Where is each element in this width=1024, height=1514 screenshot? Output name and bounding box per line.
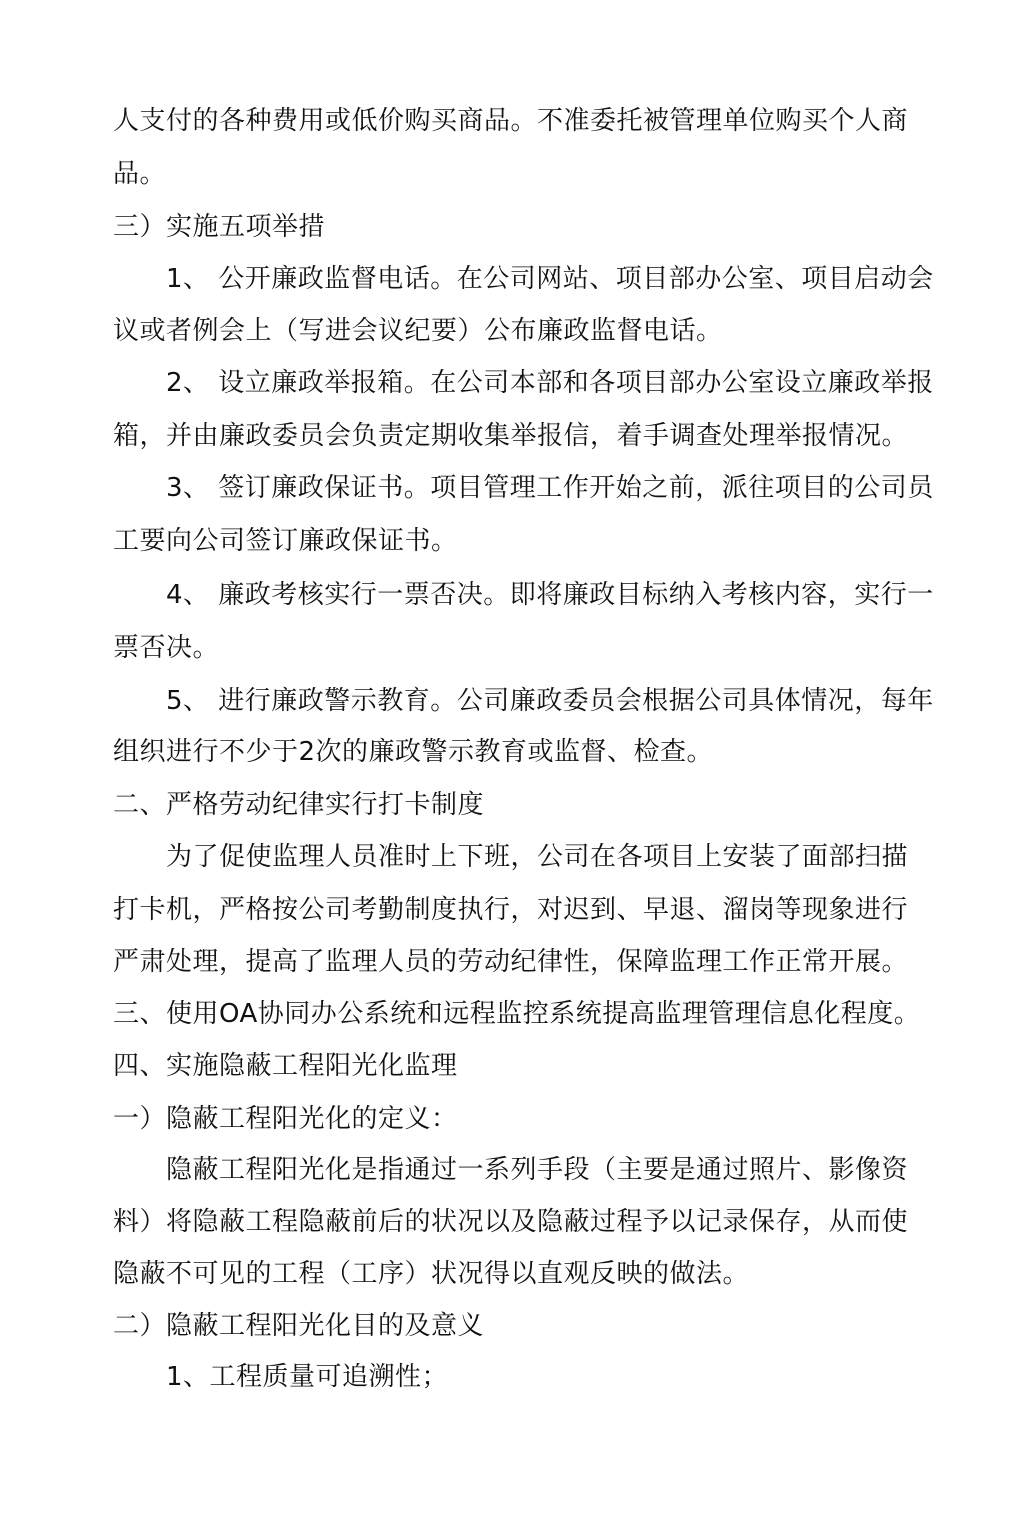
text-line: 箱，并由廉政委员会负责定期收集举报信，着手调查处理举报情况。 xyxy=(113,421,909,451)
text-line: 票否决。 xyxy=(113,633,220,663)
list-item: 1、工程质量可追溯性； xyxy=(166,1362,449,1392)
text-line: 打卡机，严格按公司考勤制度执行，对迟到、早退、溜岗等现象进行 xyxy=(113,895,909,925)
section-heading: 三、使用OA协同办公系统和远程监控系统提高监理管理信息化程度。 xyxy=(113,999,921,1029)
list-item: 1、 公开廉政监督电话。在公司网站、项目部办公室、项目启动会 xyxy=(166,264,934,294)
section-heading: 四、实施隐蔽工程阳光化监理 xyxy=(113,1051,458,1081)
text-line: 隐蔽不可见的工程（工序）状况得以直观反映的做法。 xyxy=(113,1259,750,1289)
list-item: 3、 签订廉政保证书。项目管理工作开始之前，派往项目的公司员 xyxy=(166,473,934,503)
text-line: 议或者例会上（写进会议纪要）公布廉政监督电话。 xyxy=(113,316,723,346)
subsection-heading: 二）隐蔽工程阳光化目的及意义 xyxy=(113,1311,485,1341)
list-item: 5、 进行廉政警示教育。公司廉政委员会根据公司具体情况，每年 xyxy=(166,686,934,716)
list-item: 2、 设立廉政举报箱。在公司本部和各项目部办公室设立廉政举报 xyxy=(166,368,934,398)
text-line: 工要向公司签订廉政保证书。 xyxy=(113,526,458,556)
text-line: 严肃处理，提高了监理人员的劳动纪律性，保障监理工作正常开展。 xyxy=(113,947,909,977)
subsection-heading: 一）隐蔽工程阳光化的定义： xyxy=(113,1104,458,1134)
text-line: 料）将隐蔽工程隐蔽前后的状况以及隐蔽过程予以记录保存，从而使 xyxy=(113,1207,909,1237)
text-line: 组织进行不少于2次的廉政警示教育或监督、检查。 xyxy=(113,737,714,767)
paragraph-line: 为了促使监理人员准时上下班，公司在各项目上安装了面部扫描 xyxy=(166,842,909,872)
section-heading: 三）实施五项举措 xyxy=(113,212,326,242)
text-line: 品。 xyxy=(113,159,167,189)
text-line: 人支付的各种费用或低价购买商品。不准委托被管理单位购买个人商 xyxy=(113,106,909,136)
section-heading: 二、严格劳动纪律实行打卡制度 xyxy=(113,790,485,820)
paragraph-line: 隐蔽工程阳光化是指通过一系列手段（主要是通过照片、影像资 xyxy=(166,1155,909,1185)
list-item: 4、 廉政考核实行一票否决。即将廉政目标纳入考核内容，实行一 xyxy=(166,580,934,610)
